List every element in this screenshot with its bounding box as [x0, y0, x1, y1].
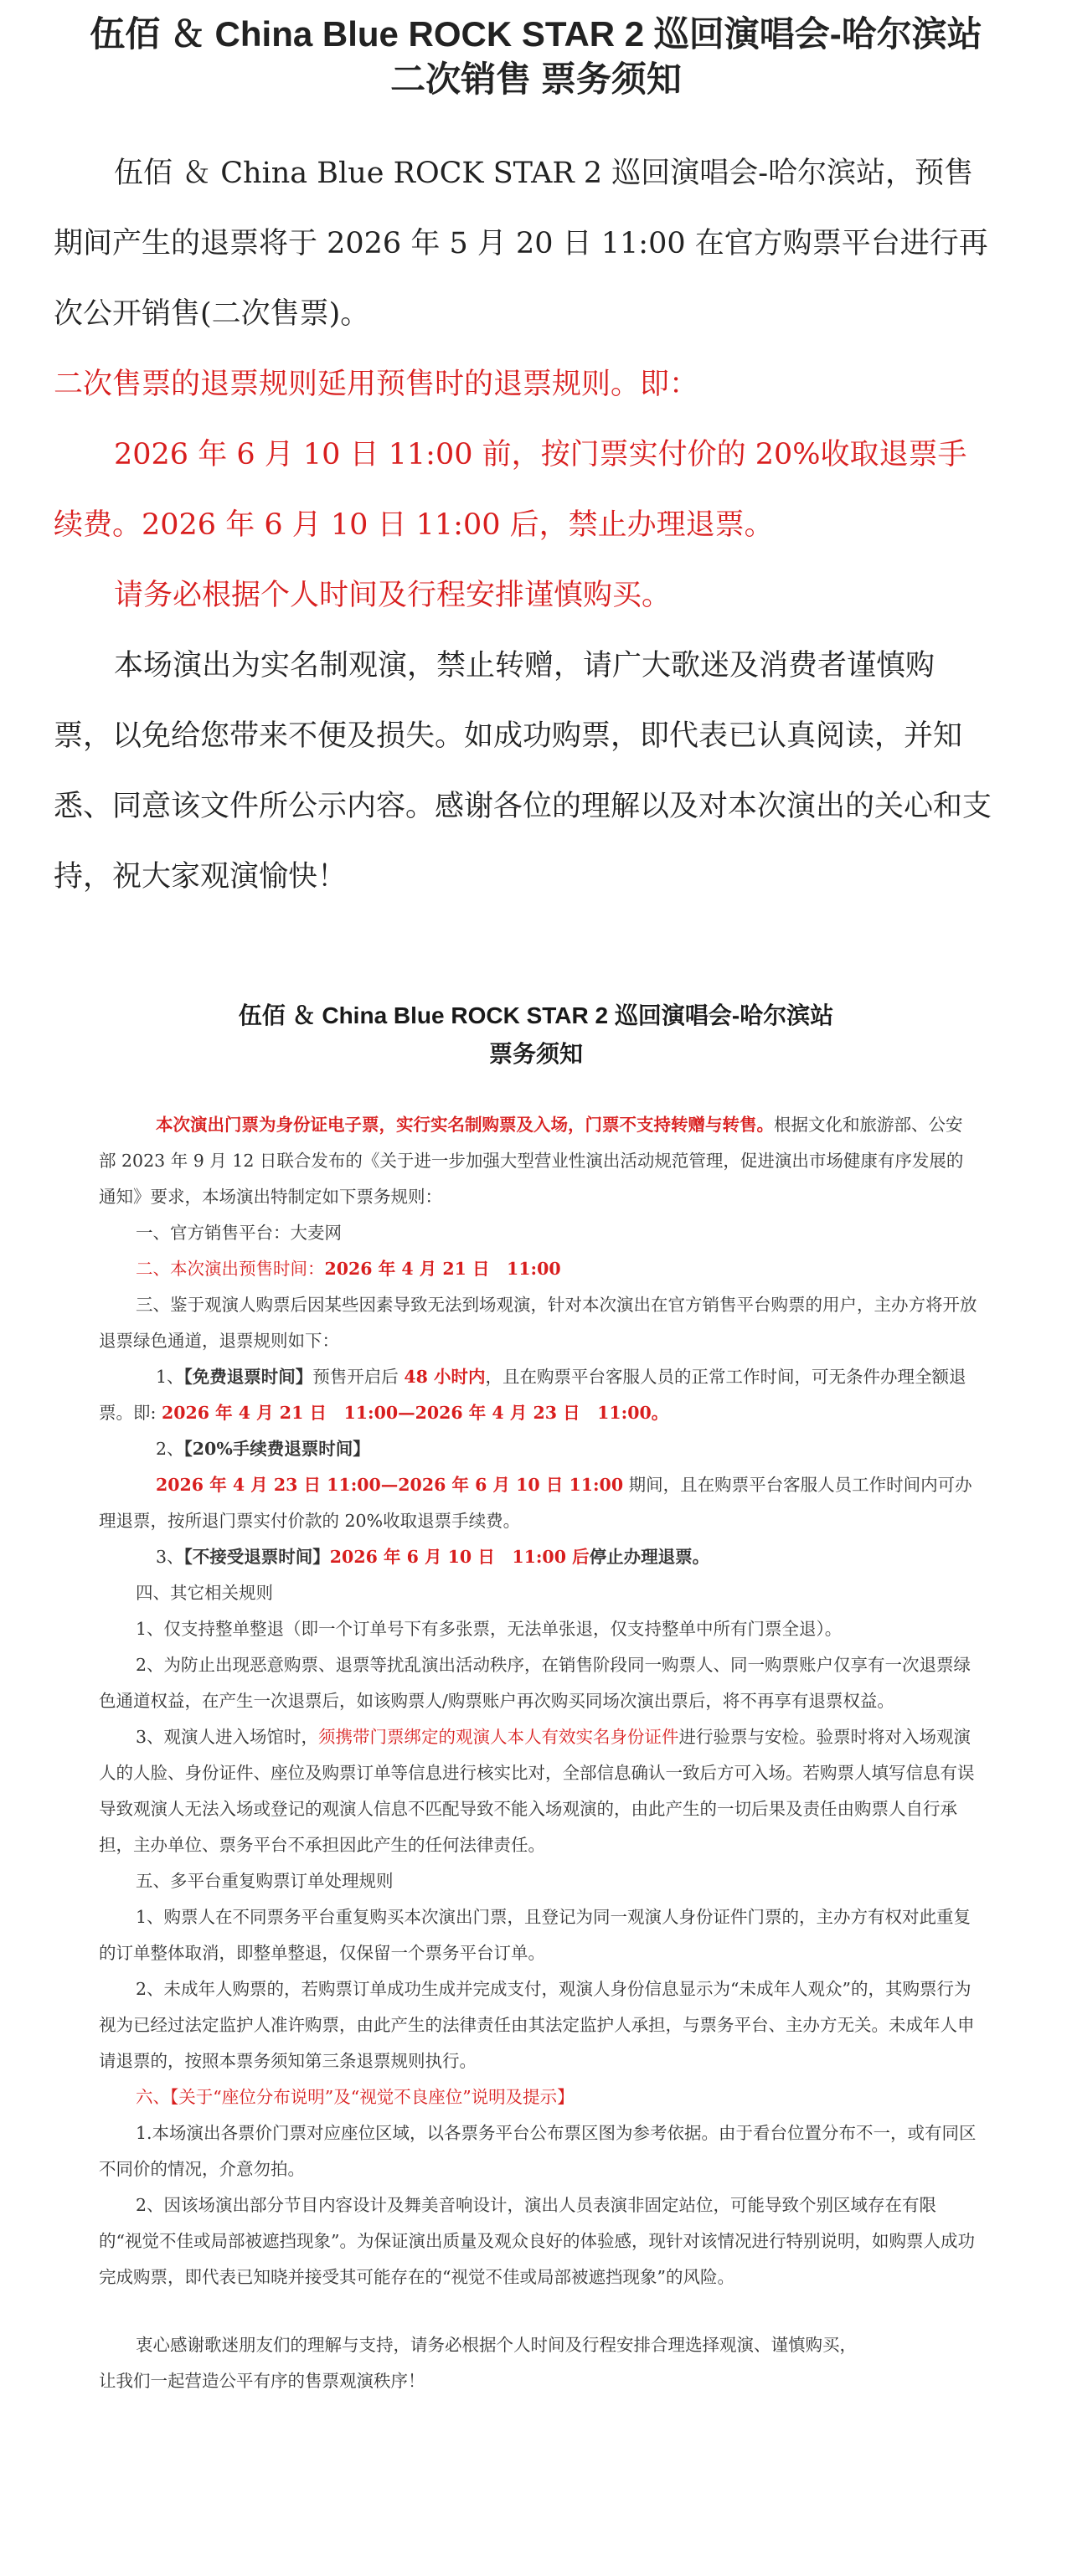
rule-6-2: 2、因该场演出部分节目内容设计及舞美音响设计，演出人员表演非固定站位，可能导致个别区域存在有限的“视觉不佳或局部被遮挡现象”。为保证演出质量及观众良好的体验感，现针对该情况进行特别说明，如购票人成功完成购票，即代表已知晓并接受其可能存在的“视觉不佳或局部被遮挡现象”的风险。 [99, 2195, 975, 2287]
rule-3-3-no-refund [99, 1539, 978, 1575]
rule-4-3-text-a: 3、观演人进入场馆时， [136, 1727, 319, 1747]
ticket-intro-rest: 根据文化和旅游部、公安部 2023 年 9 月 12 日联合发布的《关于进一步加强大型营业性演出活动规范管理，促进演出市场健康有序发展的通知》要求，本场演出特制定如下票务规则： [99, 1115, 964, 1207]
rule-4-1: 1、仅支持整单整退（即一个订单号下有多张票，无法单张退，仅支持整单中所有门票全退）。 [136, 1619, 843, 1639]
rule-5-2: 2、未成年人购票的，若购票订单成功生成并完成支付，观演人身份信息显示为“未成年人观众”的，其购票行为视为已经过法定监护人准许购票，由此产生的法律责任由其法定监护人承担，与票务平台、主办方无关。未成年人申请退票的，按照本票务须知第三条退票规则执行。 [99, 1979, 975, 2071]
ticket-intro-highlight: 本次演出门票为身份证电子票，实行实名制购票及入场，门票不支持转赠与转售。 [156, 1115, 774, 1135]
rule-3-1-free-refund [99, 1359, 978, 1431]
ticket-notice [0, 997, 1072, 2391]
rule-6-1: 1.本场演出各票价门票对应座位区域，以各票务平台公布票区图为参考依据。由于看台位置分布不一，或有同区不同价的情况，介意勿拍。 [99, 2123, 977, 2179]
ticket-intro [99, 1107, 978, 1215]
rule-3-1-text-a: 预售开启后 [312, 1367, 405, 1387]
rule-3-3-time: 2026 年 6 月 10 日 11:00 后 [329, 1547, 590, 1567]
resale-intro-paragraph: 伍佰 ＆ China Blue ROCK STAR 2 巡回演唱会-哈尔滨站，预售期间产生的退票将于 2026 年 5 月 20 日 11:00 在官方购票平台进行再次公开销售(二次售票)。 [54, 157, 988, 331]
resale-notice-title [0, 12, 1072, 102]
rule-4-2: 2、为防止出现恶意购票、退票等扰乱演出活动秩序，在销售阶段同一购票人、同一购票账户仅享有一次退票绿色通道权益，在产生一次退票后，如该购票人/购票账户再次购买同场次演出票后，将不再享有退票权益。 [99, 1655, 972, 1711]
rule-3-3-label: 【不接受退票时间】 [183, 1547, 330, 1567]
rule-3-2-range: 2026 年 4 月 23 日 11:00—2026 年 6 月 10 日 11:00 [156, 1475, 624, 1495]
closing-line-1: 衷心感谢歌迷朋友们的理解与支持，请务必根据个人时间及行程安排合理选择观演、谨慎购买， [136, 2335, 857, 2355]
rule-3-2-rest: 期间，且在购票平台客服人员工作时间内可办理退票，按所退门票实付价款的 20%收取退票手续费。 [99, 1475, 972, 1531]
rule-2-time: 2026 年 4 月 21 日 11:00 [324, 1259, 561, 1279]
rule-2-presale [99, 1251, 978, 1287]
rule-2-label: 二、本次演出预售时间： [136, 1259, 325, 1279]
ticket-notice-title [0, 997, 1072, 1074]
ticket-title-line1: 伍佰 ＆ China Blue ROCK STAR 2 巡回演唱会-哈尔滨站 [238, 1002, 834, 1028]
resale-title-line2: 二次销售 票务须知 [390, 59, 682, 99]
rule-3-1-hours: 48 小时内 [404, 1367, 486, 1387]
rule-3-2-fee-refund-heading [99, 1431, 978, 1467]
closing-line-2: 让我们一起营造公平有序的售票观演秩序！ [99, 2371, 425, 2391]
resale-rule-intro: 二次售票的退票规则延用预售时的退票规则。即： [54, 368, 699, 401]
rule-3-3-num: 3、 [156, 1547, 184, 1567]
rule-5-heading: 五、多平台重复购票订单处理规则 [136, 1871, 394, 1891]
rule-5-1: 1、购票人在不同票务平台重复购买本次演出门票，且登记为同一观演人身份证件门票的，主办方有权对此重复的订单整体取消，即整单整退，仅保留一个票务平台订单。 [99, 1907, 972, 1963]
rule-4-3-text-b: 进行验票与安检。验票时将对入场观演人的人脸、身份证件、座位及购票订单等信息进行核实比对，全部信息确认一致后方可入场。若购票人填写信息有误导致观演人无法入场或登记的观演人信息不匹配导致不能入场观演的，由此产生的一切后果及责任由购票人自行承担，主办单位、票务平台不承担因此产生的任何法律责任。 [99, 1727, 975, 1855]
resale-reminder: 请务必根据个人时间及行程安排谨慎购买。 [114, 579, 672, 612]
rule-3-2-fee-refund [99, 1467, 978, 1539]
rule-3-1-label: 【免费退票时间】 [183, 1367, 313, 1387]
rule-6-heading: 六、【关于“座位分布说明”及“视觉不良座位”说明及提示】 [136, 2087, 575, 2107]
resale-notice-body [54, 138, 992, 912]
rule-3-refund: 三、鉴于观演人购票后因某些因素导致无法到场观演，针对本次演出在官方销售平台购票的用户，主办方将开放退票绿色通道，退票规则如下： [99, 1295, 977, 1351]
rule-4-3-highlight: 须携带门票绑定的观演人本人有效实名身份证件 [318, 1727, 679, 1747]
resale-rule-detail: 2026 年 6 月 10 日 11:00 前，按门票实付价的 20%收取退票手续费。2026 年 6 月 10 日 11:00 后，禁止办理退票。 [54, 438, 967, 542]
rule-3-2-num: 2、 [156, 1439, 184, 1459]
rule-1-platform: 一、官方销售平台：大麦网 [136, 1223, 342, 1243]
rule-3-1-range: 2026 年 4 月 21 日 11:00—2026 年 4 月 23 日 11:00。 [161, 1403, 669, 1423]
rule-3-3-rest: 停止办理退票。 [589, 1547, 710, 1567]
resale-closing-paragraph: 本场演出为实名制观演，禁止转赠，请广大歌迷及消费者谨慎购票，以免给您带来不便及损失。如成功购票，即代表已认真阅读，并知悉、同意该文件所公示内容。感谢各位的理解以及对本次演出的关心和支持，祝大家观演愉快！ [54, 649, 992, 894]
ticket-notice-body [99, 1107, 978, 2399]
rule-3-2-label: 【20%手续费退票时间】 [183, 1439, 370, 1459]
ticket-title-line2: 票务须知 [488, 1041, 583, 1067]
rule-4-3 [99, 1719, 978, 1863]
rule-4-heading: 四、其它相关规则 [136, 1583, 273, 1603]
rule-3-1-text-b: ，且在购票平台客服人员的正常工作时间，可无条件办理全额退票。即: [99, 1367, 966, 1423]
resale-title-line1: 伍佰 ＆ China Blue ROCK STAR 2 巡回演唱会-哈尔滨站 [90, 14, 982, 54]
rule-3-1-num: 1、 [156, 1367, 184, 1387]
resale-notice [0, 0, 1072, 921]
